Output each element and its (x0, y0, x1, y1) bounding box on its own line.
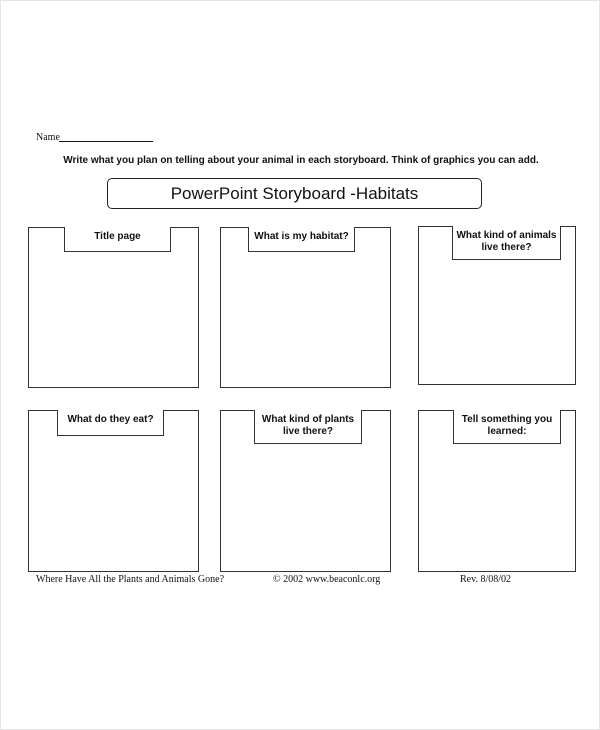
footer-copyright: © 2002 www.beaconlc.org (273, 574, 381, 585)
footer-revision: Rev. 8/08/02 (460, 574, 512, 585)
footer-title: Where Have All the Plants and Animals Gone? (36, 574, 225, 585)
panel-label: What is my habitat? (248, 227, 355, 252)
storyboard-panel-6 (418, 410, 576, 572)
storyboard-panel-2 (220, 227, 391, 388)
instructions: Write what you plan on telling about your animal in each storyboard. Think of graphics you can add. (63, 155, 539, 166)
panel-label: Tell something you learned: (453, 410, 561, 444)
panel-label: What kind of plants live there? (254, 410, 362, 444)
storyboard-panel-3 (418, 226, 576, 385)
storyboard-panel-4 (28, 410, 199, 572)
panel-label: What do they eat? (57, 410, 164, 436)
panel-label: What kind of animals live there? (452, 226, 561, 260)
storyboard-panel-1 (28, 227, 199, 388)
name-label: Name (36, 132, 60, 143)
page-title: PowerPoint Storyboard -Habitats (107, 178, 482, 209)
storyboard-panel-5 (220, 410, 391, 572)
panel-label: Title page (64, 227, 171, 252)
name-blank-line (59, 141, 153, 142)
